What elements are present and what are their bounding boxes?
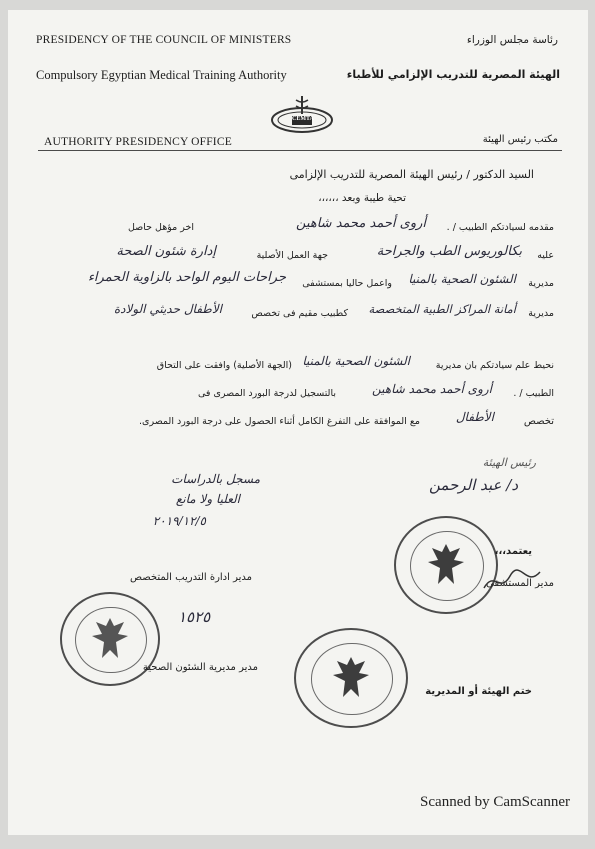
eagle-emblem-icon (424, 540, 468, 590)
header-office-ar: مكتب رئيس الهيئة (482, 134, 558, 145)
line1-label: مقدمه لسيادتكم الطبيب / . (446, 222, 554, 233)
line2-mid: جهة العمل الأصلية (256, 250, 328, 261)
notice-label: نحيط علم سيادتكم بان مديرية (435, 360, 554, 371)
handwritten-note-line2: العليا ولا مانع (175, 492, 240, 506)
line2-handwritten: بكالوريوس الطب والجراحة (376, 244, 522, 259)
header-presidency-en: PRESIDENCY OF THE COUNCIL OF MINISTERS (36, 34, 292, 46)
approval-label: يعتمد،،، (494, 546, 532, 557)
authority-head-label: رئيس الهيئة (482, 456, 536, 469)
hospital-director-signature (480, 566, 544, 596)
line3-handwritten: الشئون الصحية بالمنيا (408, 272, 516, 286)
greeting: تحية طيبة وبعد ،،،،،، (318, 192, 406, 204)
scanner-watermark: Scanned by CamScanner (420, 794, 570, 810)
notice-handwritten: الشئون الصحية بالمنيا (302, 354, 410, 368)
hospital-seal-stamp (394, 516, 498, 614)
eagle-emblem-icon-3 (329, 653, 373, 703)
line3-handwritten-2: جراحات اليوم الواحد بالزاوية الحمراء (87, 270, 286, 285)
directorate-seal-stamp (294, 628, 408, 728)
authority-head-signature: د/ عبد الرحمن (429, 476, 518, 494)
training-director-label: مدير ادارة التدريب المتخصص (129, 572, 252, 583)
doctor-label: الطبيب / . (513, 388, 554, 399)
doctor-handwritten: أروى أحمد محمد شاهين (372, 382, 492, 396)
line1-end: اخر مؤهل حاصل (127, 222, 194, 233)
salutation: السيد الدكتور / رئيس الهيئة المصرية للتدريب الإلزامى (289, 168, 534, 181)
reference-number: ١٥٢٥ (178, 608, 211, 626)
line4-handwritten: أمانة المراكز الطبية المتخصصة (368, 302, 516, 316)
cemta-logo (270, 94, 334, 138)
line3-mid: واعمل حاليا بمستشفى (302, 278, 392, 289)
header-authority-ar: الهيئة المصرية للتدريب الإلزامي للأطباء (346, 68, 560, 81)
line1-handwritten: أروى أحمد محمد شاهين (296, 216, 426, 231)
specialty-label: تخصص (523, 416, 554, 427)
line4-label: مديرية (528, 308, 554, 319)
line2-label: عليه (537, 250, 554, 261)
header-divider (38, 150, 562, 151)
specialty-end: مع الموافقة على التفرغ الكامل أثناء الحصول على درجة البورد المصرى. (139, 416, 420, 427)
health-director-label: مدير مديرية الشئون الصحية (142, 662, 258, 673)
line2-handwritten-2: إدارة شئون الصحة (116, 244, 216, 259)
header-office-en: AUTHORITY PRESIDENCY OFFICE (44, 136, 232, 148)
doctor-end: بالتسجيل لدرجة البورد المصرى فى (197, 388, 336, 399)
line3-label: مديرية (528, 278, 554, 289)
seal-label: ختم الهيئة أو المديرية (425, 686, 532, 697)
logo-text: CEMTA (292, 116, 314, 122)
specialty-handwritten: الأطفال (455, 410, 494, 424)
hospital-director-label: مدير المستشفى (486, 578, 554, 589)
letter-page (8, 10, 588, 835)
line4-mid: كطبيب مقيم فى تخصص (251, 308, 348, 319)
header-authority-en: Compulsory Egyptian Medical Training Authority (36, 68, 287, 82)
handwritten-note-line1: مسجل بالدراسات (171, 472, 260, 486)
header-presidency-ar: رئاسة مجلس الوزراء (466, 34, 558, 46)
handwritten-note-date: ٢٠١٩/١٢/٥ (152, 514, 206, 528)
notice-end: (الجهة الأصلية) وافقت على التحاق (156, 360, 292, 371)
line4-handwritten-2: الأطفال حديثي الولادة (113, 302, 222, 316)
eagle-emblem-icon-2 (88, 614, 132, 664)
